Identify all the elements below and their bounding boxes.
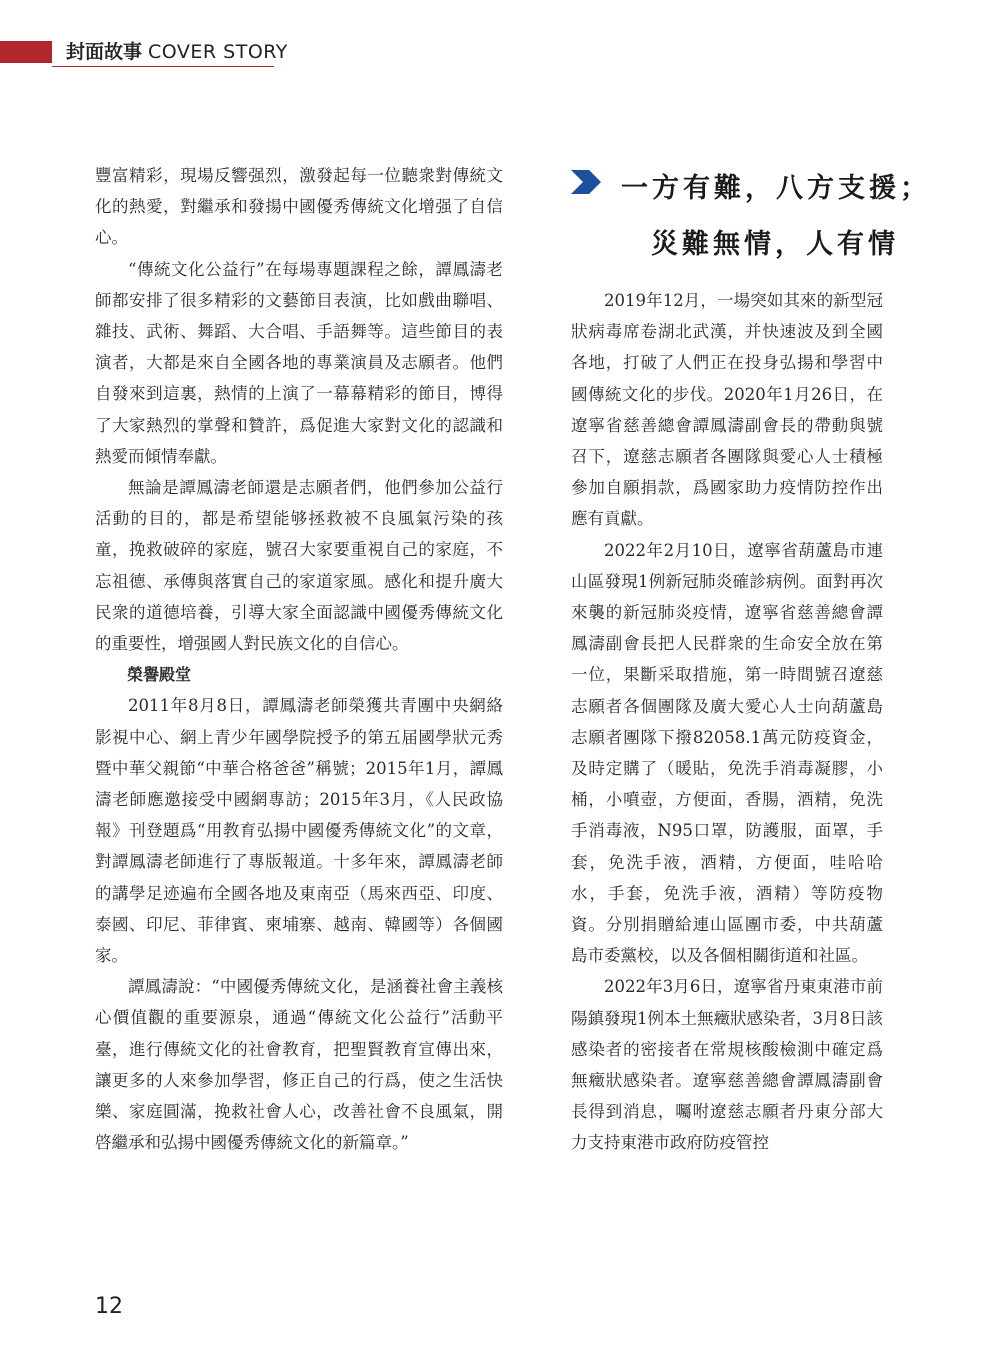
header-underline [52, 66, 274, 67]
right-paragraph-3: 2022年3月6日，遼寧省丹東東港市前陽鎮發現1例本土無癥狀感染者，3月8日該感染者的密接者在常規核酸檢測中確定爲無癥狀感染者。遼寧慈善總會譚鳳濤副會長得到消息，囑咐遼慈志願者丹東分部大力支持東港市政府防疫管控 [571, 977, 883, 1153]
left-paragraph-3: 無論是譚鳳濤老師還是志願者們，他們參加公益行活動的目的，都是希望能够拯救被不良風氣污染的孩童，挽救破碎的家庭，號召大家要重視自己的家庭，不忘祖德、承傳與落實自己的家道家風。感化和提升廣大民衆的道德培養，引導大家全面認識中國優秀傳統文化的重要性，增强國人對民族文化的自信心。 [95, 478, 503, 654]
section-header [0, 38, 288, 68]
section-title-line-1: 一方有難，八方支援； [621, 173, 931, 204]
left-column [95, 160, 503, 1159]
header-section-en: COVER STORY [148, 41, 288, 63]
header-section-cn: 封面故事 [66, 41, 143, 63]
right-paragraph-2: 2022年2月10日，遼寧省葫蘆島市連山區發現1例新冠肺炎確診病例。面對再次來襲的新冠肺炎疫情，遼寧省慈善總會譚鳳濤副會長把人民群衆的生命安全放在第一位，果斷采取措施，第一時間號召遼慈志願者各個團隊及廣大愛心人士向葫蘆島志願者團隊下撥82058.1萬元防疫資金，及時定購了（暖貼，免洗手消毒凝膠，小桶，小噴壺，方便面，香腸，酒精，免洗手消毒液，N95口罩，防護服，面罩，手套，免洗手液，酒精，方便面，哇哈哈水，手套，免洗手液，酒精）等防疫物資。分別捐贈給連山區團市委，中共葫蘆島市委黨校，以及各個相關街道和社區。 [571, 540, 883, 966]
page-number: 12 [95, 1294, 123, 1319]
right-paragraph-1: 2019年12月，一場突如其來的新型冠狀病毒席卷湖北武漢，并快速波及到全國各地，打破了人們正在投身弘揚和學習中國傳統文化的步伐。2020年1月26日，在遼寧省慈善總會譚鳳濤副會長的帶動與號召下，遼慈志願者各團隊與愛心人士積極參加自願捐款，爲國家助力疫情防控作出應有貢獻。 [571, 291, 883, 529]
left-paragraph-4: 2011年8月8日，譚鳳濤老師榮獲共青團中央網絡影視中心、網上青少年國學院授予的第五届國學狀元秀暨中華父親節“中華合格爸爸”稱號；2015年1月，譚鳳濤老師應邀接受中國網專訪；2015年3月，《人民政協報》刊登題爲“用教育弘揚中國優秀傳統文化”的文章，對譚鳳濤老師進行了專版報道。十多年來，譚鳳濤老師的講學足迹遍布全國各地及東南亞（馬來西亞、印度、泰國、印尼、菲律賓、柬埔寨、越南、韓國等）各個國家。 [95, 696, 503, 966]
left-paragraph-2: “傳統文化公益行”在每場專題課程之餘，譚鳳濤老師都安排了很多精彩的文藝節目表演，比如戲曲聯唱、雜技、武術、舞蹈、大合唱、手語舞等。這些節目的表演者，大都是來自全國各地的專業演員及志願者。他們自發來到這裏，熱情的上演了一幕幕精彩的節目，博得了大家熱烈的掌聲和贊許，爲促進大家對文化的認識和熱愛而傾情奉獻。 [95, 259, 503, 466]
right-column [571, 285, 883, 1159]
header-title [66, 38, 288, 66]
chevron-right-icon [571, 170, 601, 194]
section-title-line-2: 災難無情，人有情 [651, 229, 899, 260]
left-paragraph-5: 譚鳳濤說：“中國優秀傳統文化，是涵養社會主義核心價值觀的重要源泉，通過“傳統文化公益行”活動平臺，進行傳統文化的社會教育，把聖賢教育宣傳出來，讓更多的人來參加學習，修正自己的行爲，使之生活快樂、家庭圓滿，挽救社會人心，改善社會不良風氣，開啓繼承和弘揚中國優秀傳統文化的新篇章。” [95, 977, 503, 1153]
header-accent-bar [0, 41, 52, 63]
left-paragraph-1: 豐富精彩，現場反響强烈，激發起每一位聽衆對傳統文化的熱愛，對繼承和發揚中國優秀傳統文化增强了自信心。 [95, 166, 503, 248]
subheading-honors: 榮譽殿堂 [127, 665, 192, 685]
section-title [571, 166, 931, 262]
